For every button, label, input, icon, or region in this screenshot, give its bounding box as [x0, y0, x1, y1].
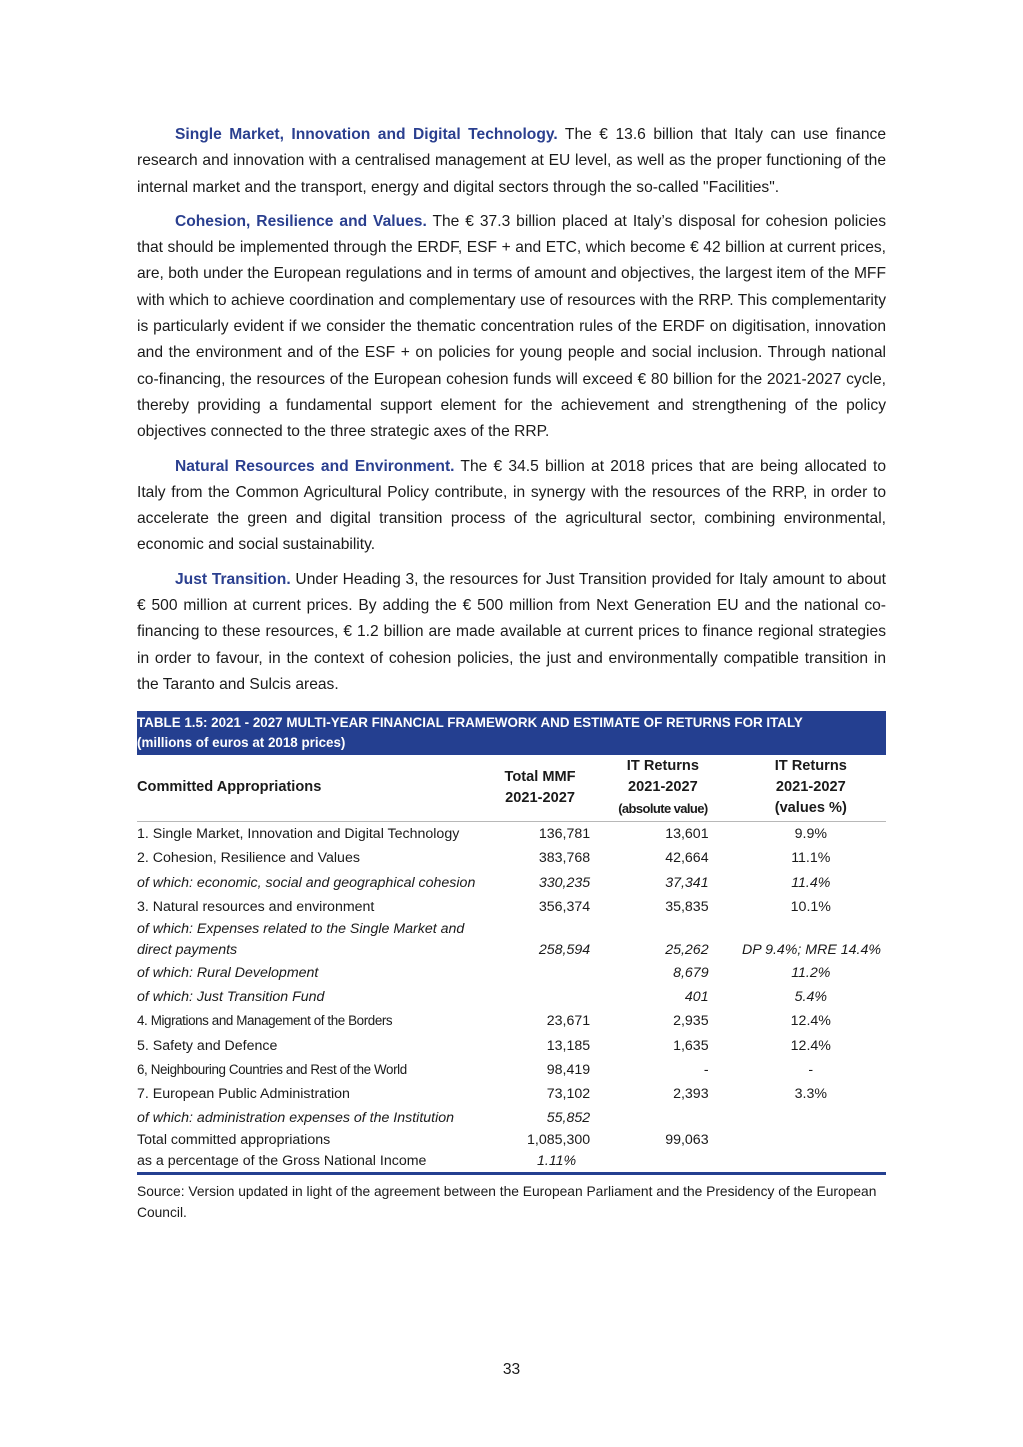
header-total-mmf: Total MMF 2021-2027 [504, 768, 576, 806]
row-pct: 12.4% [790, 1013, 831, 1030]
table-row [137, 871, 886, 895]
row-label: 7. European Public Administration [137, 1086, 350, 1103]
financial-framework-table [137, 755, 886, 1172]
paragraph-heading: Just Transition. [175, 570, 291, 588]
table-header-row [137, 755, 886, 822]
row-total [490, 961, 590, 985]
paragraph-cohesion [137, 209, 886, 446]
row-label: 4. Migrations and Management of the Borders [137, 1013, 393, 1029]
total-label: Total committed appropriations [137, 1132, 331, 1149]
gni-label: as a percentage of the Gross National Income [137, 1153, 427, 1170]
row-pct: 3.3% [794, 1086, 827, 1103]
table-row [137, 1082, 886, 1106]
paragraph-text: Under Heading 3, the resources for Just Transition provided for Italy amount to about € 500 million at current prices. By adding the € 500 million from Next Generation EU and the national co-financing to these resources, € 1.2 billion are made available at current prices to finance regional strategies in order to favour, in the context of cohesion policies, the just and environmentally compatible transition in the Taranto and Sulcis areas. [137, 570, 886, 693]
table-source-note: Source: Version updated in light of the agreement between the European Parliament and the Presidency of the European Council. [137, 1184, 877, 1221]
row-abs: 401 [684, 989, 709, 1006]
row-pct: 5.4% [794, 989, 827, 1006]
table-gni-row [137, 1151, 886, 1172]
paragraph-heading: Natural Resources and Environment. [175, 457, 455, 475]
row-pct: 11.2% [791, 965, 831, 982]
table-row [137, 895, 886, 919]
row-label: of which: Just Transition Fund [137, 989, 325, 1006]
row-pct: 9.9% [794, 826, 827, 843]
row-pct: 12.4% [790, 1037, 831, 1054]
page-number: 33 [502, 1361, 521, 1378]
header-committed-appropriations: Committed Appropriations [137, 779, 322, 796]
row-abs: 2,935 [673, 1013, 709, 1030]
row-pct: DP 9.4%; MRE 14.4% [741, 942, 881, 959]
table-row [137, 1106, 886, 1130]
paragraph-text: The € 13.6 billion that Italy can use finance research and innovation with a centralised management at EU level, as well as the proper functioning of the internal market and the transport, energy and digital sectors through the so-called "Facilities". [137, 126, 886, 196]
paragraph-single-market [137, 122, 886, 201]
row-total: 73,102 [546, 1086, 591, 1103]
row-label: of which: administration expenses of the Institution [137, 1110, 455, 1127]
row-abs: 35,835 [665, 898, 709, 915]
row-label: 2. Cohesion, Resilience and Values [137, 850, 360, 867]
table-row [137, 846, 886, 870]
row-total: 23,671 [546, 1013, 591, 1030]
row-label: of which: Rural Development [137, 965, 319, 982]
paragraph-heading: Single Market, Innovation and Digital Technology. [175, 126, 558, 143]
row-total: 330,235 [538, 874, 591, 891]
row-total: 136,781 [538, 826, 591, 843]
table-total-row [137, 1130, 886, 1151]
table-row [137, 822, 886, 847]
page-content [137, 122, 886, 1223]
row-label: 1. Single Market, Innovation and Digital Technology [137, 826, 460, 843]
table-row [137, 1058, 886, 1082]
row-pct: 10.1% [790, 898, 831, 915]
table-title [137, 711, 886, 755]
row-pct: 11.4% [791, 874, 831, 891]
total-pct [736, 1130, 886, 1151]
table-bottom-rule [137, 1172, 886, 1175]
row-abs: 25,262 [665, 942, 709, 959]
row-pct: - [808, 1061, 814, 1078]
row-abs: 8,679 [673, 965, 709, 982]
row-total: 13,185 [546, 1037, 591, 1054]
table-subtitle-line: (millions of euros at 2018 prices) [137, 735, 346, 751]
row-pct [736, 1106, 886, 1130]
row-abs [590, 1106, 735, 1130]
row-total: 55,852 [546, 1110, 591, 1127]
row-total: 98,419 [546, 1061, 591, 1078]
row-pct: 11.1% [791, 850, 831, 867]
paragraph-heading: Cohesion, Resilience and Values. [175, 212, 427, 230]
row-label: of which: economic, social and geographical cohesion [137, 874, 476, 891]
row-abs: 37,341 [665, 874, 709, 891]
paragraph-natural-resources [137, 454, 886, 559]
row-total: 258,594 [538, 942, 591, 959]
row-abs: 2,393 [673, 1086, 709, 1103]
total-abs: 99,063 [665, 1132, 709, 1149]
row-label: of which: Expenses related to the Single Market and direct payments [137, 921, 465, 959]
row-label: 5. Safety and Defence [137, 1037, 278, 1054]
row-total [490, 985, 590, 1009]
row-abs: 13,601 [665, 826, 709, 843]
empty-cell [590, 1151, 735, 1172]
table-title-line: TABLE 1.5: 2021 - 2027 MULTI-YEAR FINANCIAL FRAMEWORK AND ESTIMATE OF RETURNS FOR ITALY [137, 715, 803, 731]
table-row [137, 985, 886, 1009]
empty-cell [736, 1151, 886, 1172]
table-row [137, 1034, 886, 1058]
paragraph-just-transition [137, 567, 886, 698]
row-total: 383,768 [538, 850, 591, 867]
row-abs: 1,635 [673, 1037, 709, 1054]
paragraph-text: The € 37.3 billion placed at Italy’s disposal for cohesion policies that should be implemented through the ERDF, ESF + and ETC, which become € 42 billion at current prices, are, both under the European regulations and in terms of amount and objectives, the largest item of the MFF with which to achieve coordination and complementary use of resources with the RRP. This complementarity is particularly evident if we consider the thematic concentration rules of the ERDF on digitisation, innovation and the environment and of the ESF + on policies for young people and social inclusion. Through national co-financing, the resources of the European cohesion funds will exceed € 80 billion for the 2021-2027 cycle, thereby providing a fundamental support element for the achievement and strengthening of the policy objectives connected to the three strategic axes of the RRP. [137, 212, 886, 441]
row-total: 356,374 [538, 898, 591, 915]
row-label: 3. Natural resources and environment [137, 898, 375, 915]
paragraph-text: The € 34.5 billion at 2018 prices that are being allocated to Italy from the Common Agricultural Policy contribute, in synergy with the resources of the RRP, in order to accelerate the green and digital transition process of the agricultural sector, combining environmental, economic and social sustainability. [137, 457, 886, 554]
table-row [137, 961, 886, 985]
table-row [137, 1009, 886, 1033]
row-abs: - [703, 1061, 709, 1078]
row-label: 6, Neighbouring Countries and Rest of the World [137, 1061, 407, 1077]
total-value: 1,085,300 [527, 1132, 591, 1149]
row-abs: 42,664 [665, 850, 709, 867]
header-it-returns-absolute: IT Returns 2021-2027 (absolute value) [618, 758, 708, 817]
header-it-returns-percent: IT Returns 2021-2027 (values %) [774, 758, 847, 817]
gni-value: 1.11% [536, 1153, 577, 1170]
table-row [137, 919, 886, 961]
